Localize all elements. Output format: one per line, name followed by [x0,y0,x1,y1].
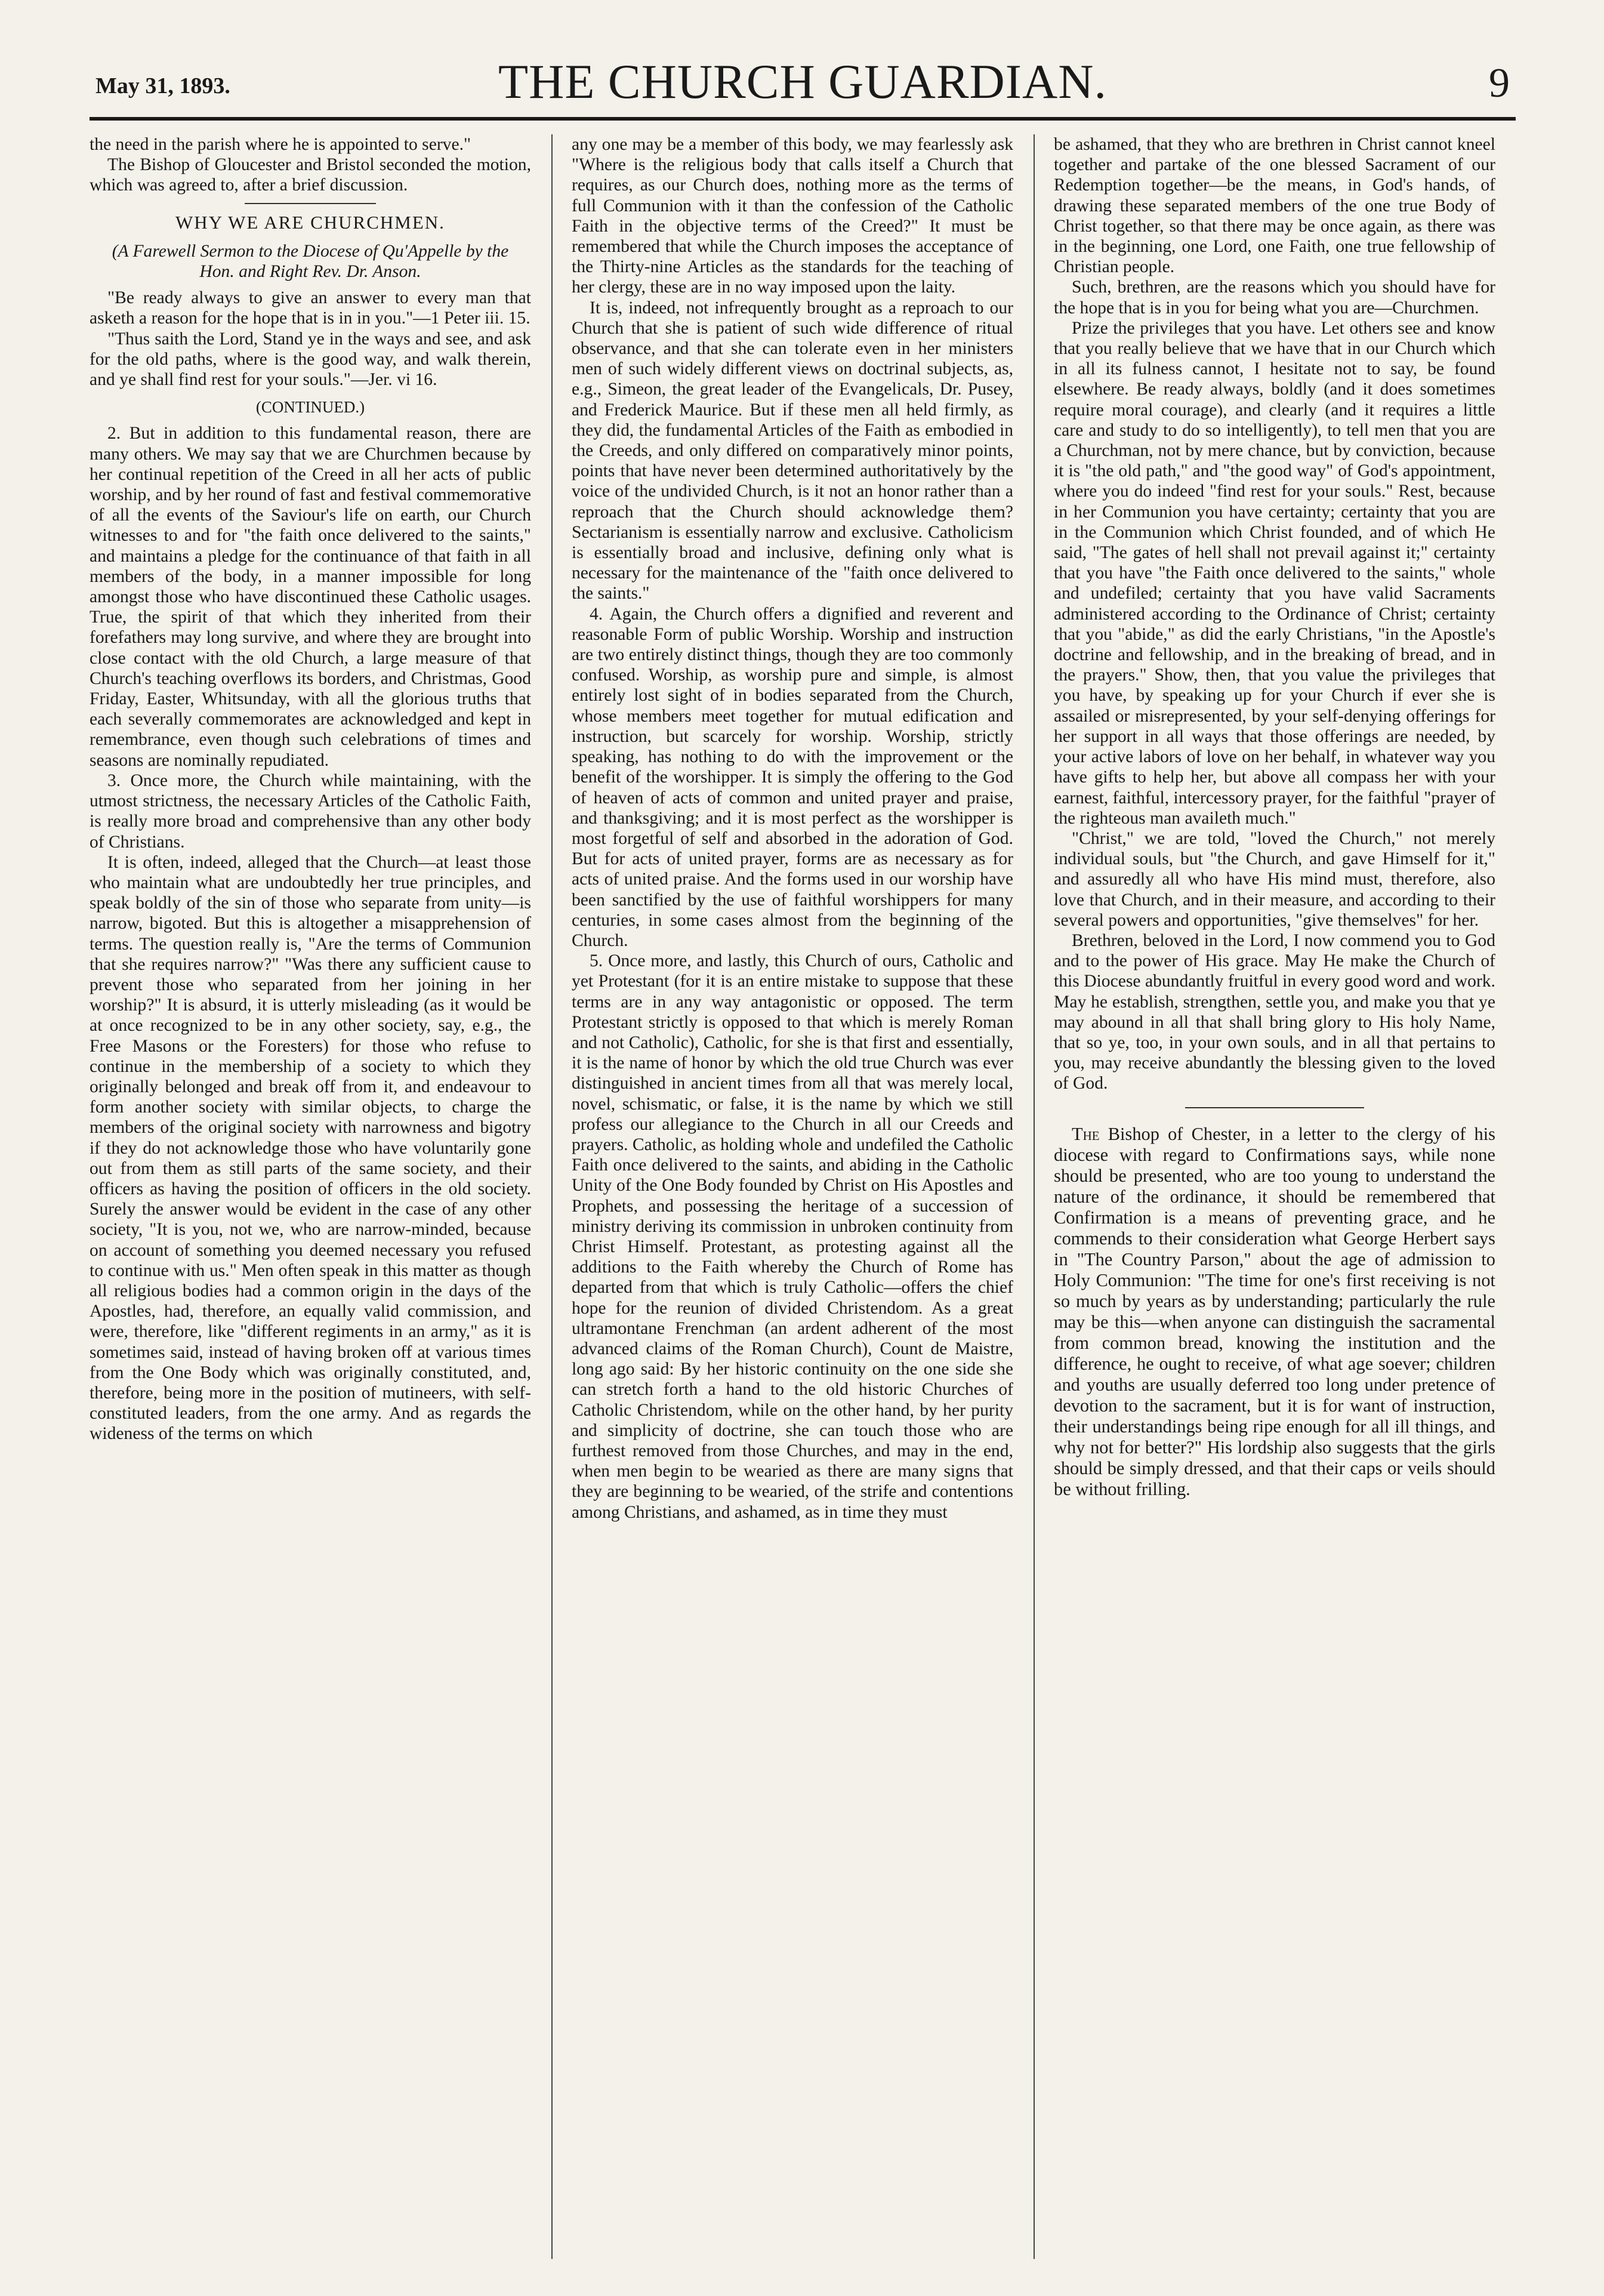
paragraph: 2. But in addition to this fundamental reason, there are many others. We may say that we are Churchmen because by her continual repetition of the Creed in all her acts of public worship, and by her round of fast and festival commemorative of all the events of the Saviour's life on earth, our Church witnesses to and for "the faith once delivered to the saints," and maintains a pledge for the continuance of that faith in all members of the body, in a manner impossible for long amongst those who have discontinued these Catholic usages. True, the spirit of that which they inherited from their forefathers may long survive, and where they are brought into close contact with the old Church, a large measure of that Church's teaching overflows its borders, and Christmas, Good Friday, Easter, Whitsunday, with all the glorious truths that each severally commemorates are acknowledged and kept in remembrance, even though such celebrations of times and seasons are nominally repudiated. [90,424,531,770]
epigraph: "Thus saith the Lord, Stand ye in the ways and see, and ask for the old paths, where is the good way, and walk therein, and ye shall find rest for your souls."—Jer. vi 16. [90,329,531,390]
column-divider [1034,134,1035,2259]
paragraph: Prize the privileges that you have. Let others see and know that you really believe that we have that in our Church which in all its fulness cannot, I hesitate not to say, be found elsewhere. Be ready always, boldly (and it does sometimes require moral courage), and clearly (and it requires a little care and study to do so intelligently), to tell men that you are a Churchman, not by mere chance, but by conviction, because it is "the old path," and "the good way" of God's appointment, where you do indeed "find rest for your souls." Rest, because in her Communion you have certainty; certainty that you are in the Communion which Christ founded, and of which He said, "The gates of hell shall not prevail against it;" certainty that you have "the Faith once delivered to the saints," whole and undefiled; certainty that you have valid Sacraments administered according to the Ordinance of Christ; certainty that you "abide," as did the early Christians, "in the Apostle's doctrine and fellowship, and in the breaking of bread, and in the prayers." Show, then, that you value the privileges that you have, by speaking up for your Church if ever she is assailed or misrepresented, by your self-denying offerings for her support in all ways that those offerings are needed, by your active labors of love on her behalf, in whatever way you have gifts to help her, but above all compass her with your earnest, faithful, intercessory prayer, for the faithful "prayer of the righteous man availeth much." [1054,318,1495,828]
article-end-rule [1185,1107,1364,1108]
paragraph: Such, brethren, are the reasons which you should have for the hope that is in you for being what you are—Churchmen. [1054,278,1495,318]
paragraph: 3. Once more, the Church while maintaining, with the utmost strictness, the necessary Articles of the Catholic Faith, is really more broad and comprehensive than any other body of Christians. [90,771,531,852]
continued-paragraph: the need in the parish where he is appointed to serve." [90,135,471,154]
paragraph: Brethren, beloved in the Lord, I now commend you to God and to the power of His grace. May He make the Church of this Diocese abundantly fruitful in every good word and work. May he establish, strengthen, settle you, and make you that ye may abound in all that shall bring glory to His holy Name, that so ye, too, in your own souls, and in all that pertains to you, may receive abundantly the blessing given to the loved of God. [1054,930,1495,1093]
column-divider [551,134,553,2259]
news-note [1054,1124,1495,1500]
paragraph: "Christ," we are told, "loved the Church," not merely individual souls, but "the Church, and gave Himself for it," and assuredly all who have His mind must, therefore, also love that Church, and in their measure, and according to their several powers and opportunities, "give themselves" for her. [1054,828,1495,930]
paragraph: 5. Once more, and lastly, this Church of ours, Catholic and yet Protestant (for it is an entire mistake to suppose that these terms are in any way antagonistic or opposed. The term Protestant strictly is opposed to that which is merely Roman and not Catholic), Catholic, for she is that first and essentially, it is the name of honor by which the old true Church was ever distinguished in ancient times from all that was merely local, novel, schismatic, or false, it is the name by which we still profess our allegiance to the Church in all our Creeds and prayers. Catholic, as holding whole and undefiled the Catholic Faith once delivered to the saints, and abiding in the Catholic Unity of the One Body founded by Christ on His Apostles and Prophets, and possessing the heritage of a succession of ministry deriving its commission in unbroken continuity from Christ Himself. Protestant, as protesting against all the additions to the Faith whereby the Church of Rome has departed from that which is truly Catholic—offers the chief hope for the reunion of divided Christendom. As a great ultramontane Frenchman (an ardent adherent of the most advanced claims of the Roman Church), Count de Maistre, long ago said: By her historic continuity on the one side she can stretch forth a hand to the old historic Churches of Catholic Christendom, while on the other hand, by her purity and simplicity of doctrine, she can touch those who are furthest removed from those Churches, and may in the end, when men begin to be wearied as there are many signs that they are beginning to be wearied, of the strife and contentions among Christians, and ashamed, as in time they must [572,951,1013,1522]
page-number: 9 [1489,60,1510,106]
newspaper-page [90,36,1516,2268]
column-1 [90,134,531,2259]
note-body: Bishop of Chester, in a letter to the clergy of his diocese with regard to Confirmations says, while none should be presented, who are too young to understand the nature of the ordinance, it should be remembered that Confirmation is a means of preventing grace, and he commends to their consideration what George Herbert says in "The Country Parson," about the age of admission to Holy Communion: "The time for one's first receiving is not so much by years as by understanding; particularly the rule may be this—when anyone can distinguish the sacramental from common bread, knowing the institution and the difference, he ought to receive, of what age soever; children and youths are usually deferred too long under pretence of devotion to the sacrament, but it is for want of instruction, their understandings being ripe enough for all ill things, and why not for better?" His lordship also suggests that the girls should be simply dressed, and that their caps or veils should be without frilling. [1054,1123,1495,1499]
issue-date: May 31, 1893. [95,73,230,98]
section-divider [245,203,376,204]
paragraph: be ashamed, that they who are brethren in Christ cannot kneel together and partake of the one blessed Sacrament of our Redemption together—be the means, in God's hands, of drawing these separated members of the one true Body of Christ together, so that there may be once again, as there was in the beginning, one Lord, one Faith, one true fellowship of Christian people. [1054,135,1495,277]
paragraph: It is often, indeed, alleged that the Church—at least those who maintain what are undoubtedly her true principles, and speak boldly of the sin of those who separate from unity—is narrow, bigoted. But this is altogether a misapprehension of terms. The question really is, "Are the terms of Communion that she requires narrow?" "Was there any sufficient cause to prevent those who separated from her joining in her worship?" It is absurd, it is utterly misleading (as it would be at once recognized to be in any other society, say, e.g., the Free Masons or the Foresters) for those who refuse to continue in the membership of a society to which they originally belonged and break off from it, and endeavour to form another society with similar objects, to charge the members of the original society with narrowness and bigotry if they do not acknowledge those who have voluntarily gone out from them as still parts of the same society, and their officers as having the position of officers in the old society. Surely the answer would be evident in the case of any other society, "It is you, not we, who are narrow-minded, because on account of something you deemed necessary you refused to continue with us." Men often speak in this matter as though all religious bodies had a common origin in the days of the Apostles, had, therefore, an equally valid commission, and were, therefore, like "different regiments in an army," as it is sometimes said, instead of having broken off at various times from the One Body which was originally constituted, and, therefore, being more in the position of mutineers, with self-constituted leaders, from the one army. And as regards the wideness of the terms on which [90,852,531,1444]
epigraph: "Be ready always to give an answer to every man that asketh a reason for the hope that is in in you."—1 Peter iii. 15. [90,288,531,328]
continued-label: (CONTINUED.) [255,398,365,417]
column-3 [1054,134,1495,2259]
masthead-rule [90,117,1516,121]
paragraph: It is, indeed, not infrequently brought as a reproach to our Church that she is patient of such wide difference of ritual observance, and that she can tolerate even in her ministers men of such widely different views on doctrinal subjects, as, e.g., Simeon, the great leader of the Evangelicals, Dr. Pusey, and Frederick Maurice. But if these men all held firmly, as they did, the fundamental Articles of the Faith as embodied in the Creeds, and only differed on comparatively minor points, points that have never been determined authoritatively by the voice of the undivided Church, is it not an honor rather than a reproach that the Church should acknowledge them? Sectarianism is essentially narrow and exclusive. Catholicism is essentially broad and inclusive, defining only what is necessary for the maintenance of the "faith once delivered to the saints." [572,298,1013,603]
masthead [90,36,1516,119]
article-heading: WHY WE ARE CHURCHMEN. [175,211,445,233]
note-lead: The [1072,1123,1100,1144]
paragraph: any one may be a member of this body, we may fearlessly ask "Where is the religious body that calls itself a Church that requires, as our Church does, nothing more as the terms of full Communion with it than the confession of the Catholic Faith in the objective terms of the Creed?" It must be remembered that while the Church imposes the acceptance of the Thirty-nine Articles as the standards for the teaching of her clergy, these are in no way imposed upon the laity. [572,135,1013,297]
article-subheading: (A Farewell Sermon to the Diocese of Qu'Appelle by the Hon. and Right Rev. Dr. Anson. [112,241,509,282]
paragraph: 4. Again, the Church offers a dignified and reverent and reasonable Form of public Worship. Worship and instruction are two entirely distinct things, though they are too commonly confused. Worship, as worship pure and simple, is almost entirely lost sight of in bodies separated from the Church, whose members meet together for mutual edification and instruction, but scarcely for worship. Worship, strictly speaking, has nothing to do with the improvement or the benefit of the worshipper. It is simply the offering to the God of heaven of acts of common and united prayer and praise, and thanksgiving; and it is most perfect as the worshipper is most forgetful of self and absorbed in the adoration of God. But for acts of united prayer, forms are as necessary as for acts of united praise. And the forms used in our worship have been sanctified by the use of faithful worshippers for many centuries, in some cases almost from the beginning of the Church. [572,604,1013,950]
paragraph: The Bishop of Gloucester and Bristol seconded the motion, which was agreed to, after a brief discussion. [90,155,531,195]
column-2 [572,134,1013,2259]
newspaper-title: THE CHURCH GUARDIAN. [498,54,1107,109]
